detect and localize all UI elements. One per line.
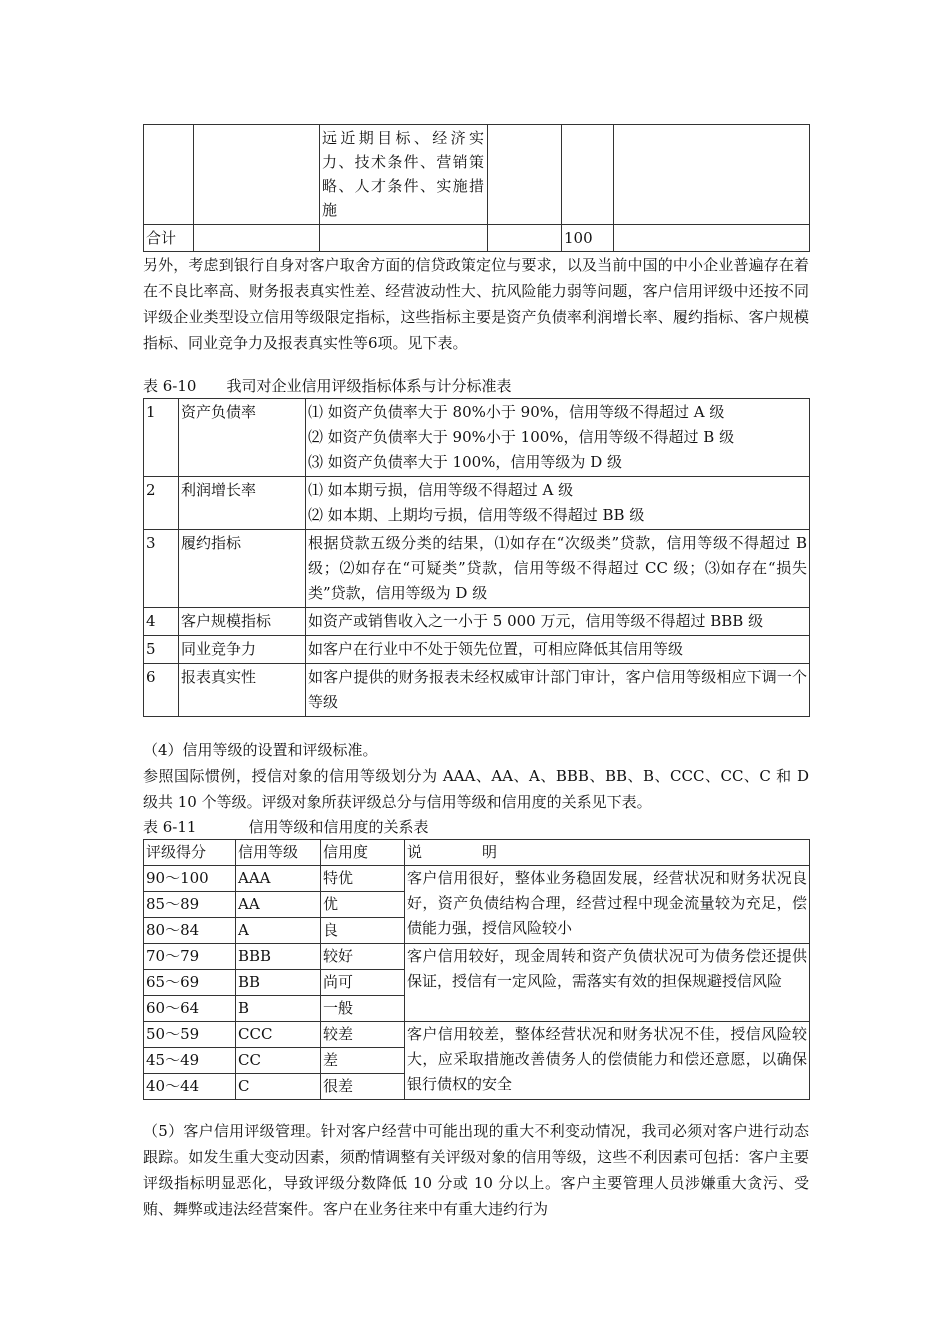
total-label: 合计 bbox=[144, 225, 194, 252]
rule-line: 如客户提供的财务报表未经权威审计部门审计，客户信用等级相应下调一个等级 bbox=[308, 668, 807, 711]
table-cell: 远近期目标、经济实力、技术条件、营销策略、人才条件、实施措施 bbox=[320, 125, 488, 225]
grade-description: 客户信用较好，现金周转和资产负债状况可为债务偿还提供保证，授信有一定风险，需落实有效的担保规避授信风险 bbox=[405, 944, 810, 1022]
table-row bbox=[144, 636, 810, 664]
rule-line: ⑴ 如本期亏损，信用等级不得超过 A 级 bbox=[308, 481, 574, 499]
table-caption: 表 6-10 我司对企业信用评级指标体系与计分标准表 bbox=[143, 377, 512, 395]
table-row bbox=[144, 477, 810, 530]
total-row bbox=[144, 225, 810, 252]
previous-table bbox=[143, 124, 810, 252]
cell-grade: BB bbox=[236, 970, 321, 996]
rule-line: 如客户在行业中不处于领先位置，可相应降低其信用等级 bbox=[308, 640, 684, 658]
table-row bbox=[144, 1022, 810, 1048]
cell-score: 70～79 bbox=[144, 944, 236, 970]
indicator-name: 履约指标 bbox=[179, 530, 306, 608]
rule-line: 如资产或销售收入之一小于 5 000 万元，信用等级不得超过 BBB 级 bbox=[308, 612, 764, 630]
indicator-name: 报表真实性 bbox=[179, 664, 306, 717]
cell-degree: 很差 bbox=[321, 1074, 405, 1100]
rule-line: 根据贷款五级分类的结果，⑴如存在“次级类”贷款，信用等级不得超过 B 级；⑵如存在“可疑类”贷款，信用等级不得超过 CC 级；⑶如存在“损失类”贷款，信用等级为 D 级 bbox=[308, 534, 807, 602]
indicator-rule bbox=[306, 399, 810, 477]
cell-grade: BBB bbox=[236, 944, 321, 970]
cell-grade: C bbox=[236, 1074, 321, 1100]
rule-line: ⑵ 如资产负债率大于 90%小于 100%，信用等级不得超过 B 级 bbox=[308, 428, 735, 446]
cell-degree: 优 bbox=[321, 892, 405, 918]
table-row bbox=[144, 944, 810, 970]
cell-grade: B bbox=[236, 996, 321, 1022]
column-header: 说 明 bbox=[405, 840, 810, 866]
cell-degree: 尚可 bbox=[321, 970, 405, 996]
row-number: 4 bbox=[144, 608, 179, 636]
cell-score: 45～49 bbox=[144, 1048, 236, 1074]
cell-degree: 差 bbox=[321, 1048, 405, 1074]
table-caption: 表 6-11 信用等级和信用度的关系表 bbox=[143, 818, 429, 836]
row-number: 5 bbox=[144, 636, 179, 664]
indicator-name: 利润增长率 bbox=[179, 477, 306, 530]
page-content bbox=[143, 124, 809, 1222]
rule-line: ⑴ 如资产负债率大于 80%小于 90%，信用等级不得超过 A 级 bbox=[308, 403, 725, 421]
table-row bbox=[144, 399, 810, 477]
cell-score: 60～64 bbox=[144, 996, 236, 1022]
credit-grade-table bbox=[143, 839, 810, 1100]
cell-grade: AA bbox=[236, 892, 321, 918]
indicator-name: 客户规模指标 bbox=[179, 608, 306, 636]
indicator-rule bbox=[306, 636, 810, 664]
cell-degree: 较差 bbox=[321, 1022, 405, 1048]
total-value: 100 bbox=[562, 225, 614, 252]
table-row bbox=[144, 866, 810, 892]
indicator-rule bbox=[306, 477, 810, 530]
indicator-rule bbox=[306, 608, 810, 636]
cell-grade: CCC bbox=[236, 1022, 321, 1048]
indicator-name: 资产负债率 bbox=[179, 399, 306, 477]
cell-grade: AAA bbox=[236, 866, 321, 892]
cell-degree: 良 bbox=[321, 918, 405, 944]
grade-description: 客户信用较差，整体经营状况和财务状况不佳，授信风险较大，应采取措施改善债务人的偿债能力和偿还意愿，以确保银行债权的安全 bbox=[405, 1022, 810, 1100]
indicator-name: 同业竞争力 bbox=[179, 636, 306, 664]
rule-line: ⑵ 如本期、上期均亏损，信用等级不得超过 BB 级 bbox=[308, 506, 645, 524]
table-row bbox=[144, 125, 810, 225]
cell-score: 40～44 bbox=[144, 1074, 236, 1100]
cell-degree: 特优 bbox=[321, 866, 405, 892]
cell-score: 90～100 bbox=[144, 866, 236, 892]
cell-score: 80～84 bbox=[144, 918, 236, 944]
column-header: 信用等级 bbox=[236, 840, 321, 866]
table-row bbox=[144, 664, 810, 717]
section-heading: （4）信用等级的设置和评级标准。 bbox=[143, 741, 378, 759]
credit-limit-table bbox=[143, 398, 810, 717]
header-row bbox=[144, 840, 810, 866]
cell-degree: 较好 bbox=[321, 944, 405, 970]
table-row bbox=[144, 530, 810, 608]
cell-score: 65～69 bbox=[144, 970, 236, 996]
cell-grade: CC bbox=[236, 1048, 321, 1074]
table-row bbox=[144, 608, 810, 636]
paragraph: （5）客户信用评级管理。针对客户经营中可能出现的重大不利变动情况，我司必须对客户进行动态跟踪。如发生重大变动因素，须酌情调整有关评级对象的信用等级，这些不利因素可包括：客户主要评级指标明显恶化，导致评级分数降低 10 分或 10 分以上。客户主要管理人员涉嫌重大贪污、受贿、舞弊或违法经营案件。客户在业务往来中有重大违约行为 bbox=[143, 1122, 809, 1218]
cell-score: 85～89 bbox=[144, 892, 236, 918]
row-number: 1 bbox=[144, 399, 179, 477]
grade-description: 客户信用很好，整体业务稳固发展，经营状况和财务状况良好，资产负债结构合理，经营过程中现金流量较为充足，偿债能力强，授信风险较小 bbox=[405, 866, 810, 944]
indicator-rule bbox=[306, 530, 810, 608]
row-number: 3 bbox=[144, 530, 179, 608]
row-number: 6 bbox=[144, 664, 179, 717]
column-header: 信用度 bbox=[321, 840, 405, 866]
cell-score: 50～59 bbox=[144, 1022, 236, 1048]
indicator-rule bbox=[306, 664, 810, 717]
row-number: 2 bbox=[144, 477, 179, 530]
cell-grade: A bbox=[236, 918, 321, 944]
rule-line: ⑶ 如资产负债率大于 100%，信用等级为 D 级 bbox=[308, 453, 622, 471]
paragraph: 参照国际惯例，授信对象的信用等级划分为 AAA、AA、A、BBB、BB、B、CCC、CC、C 和 D 级共 10 个等级。评级对象所获评级总分与信用等级和信用度的关系见下表。 bbox=[143, 767, 809, 811]
paragraph: 另外，考虑到银行自身对客户取舍方面的信贷政策定位与要求，以及当前中国的中小企业普遍存在着在不良比率高、财务报表真实性差、经营波动性大、抗风险能力弱等问题，客户信用评级中还按不同评级企业类型设立信用等级限定指标，这些指标主要是资产负债率利润增长率、履约指标、客户规模指标、同业竞争力及报表真实性等6项。见下表。 bbox=[143, 256, 809, 352]
column-header: 评级得分 bbox=[144, 840, 236, 866]
cell-degree: 一般 bbox=[321, 996, 405, 1022]
